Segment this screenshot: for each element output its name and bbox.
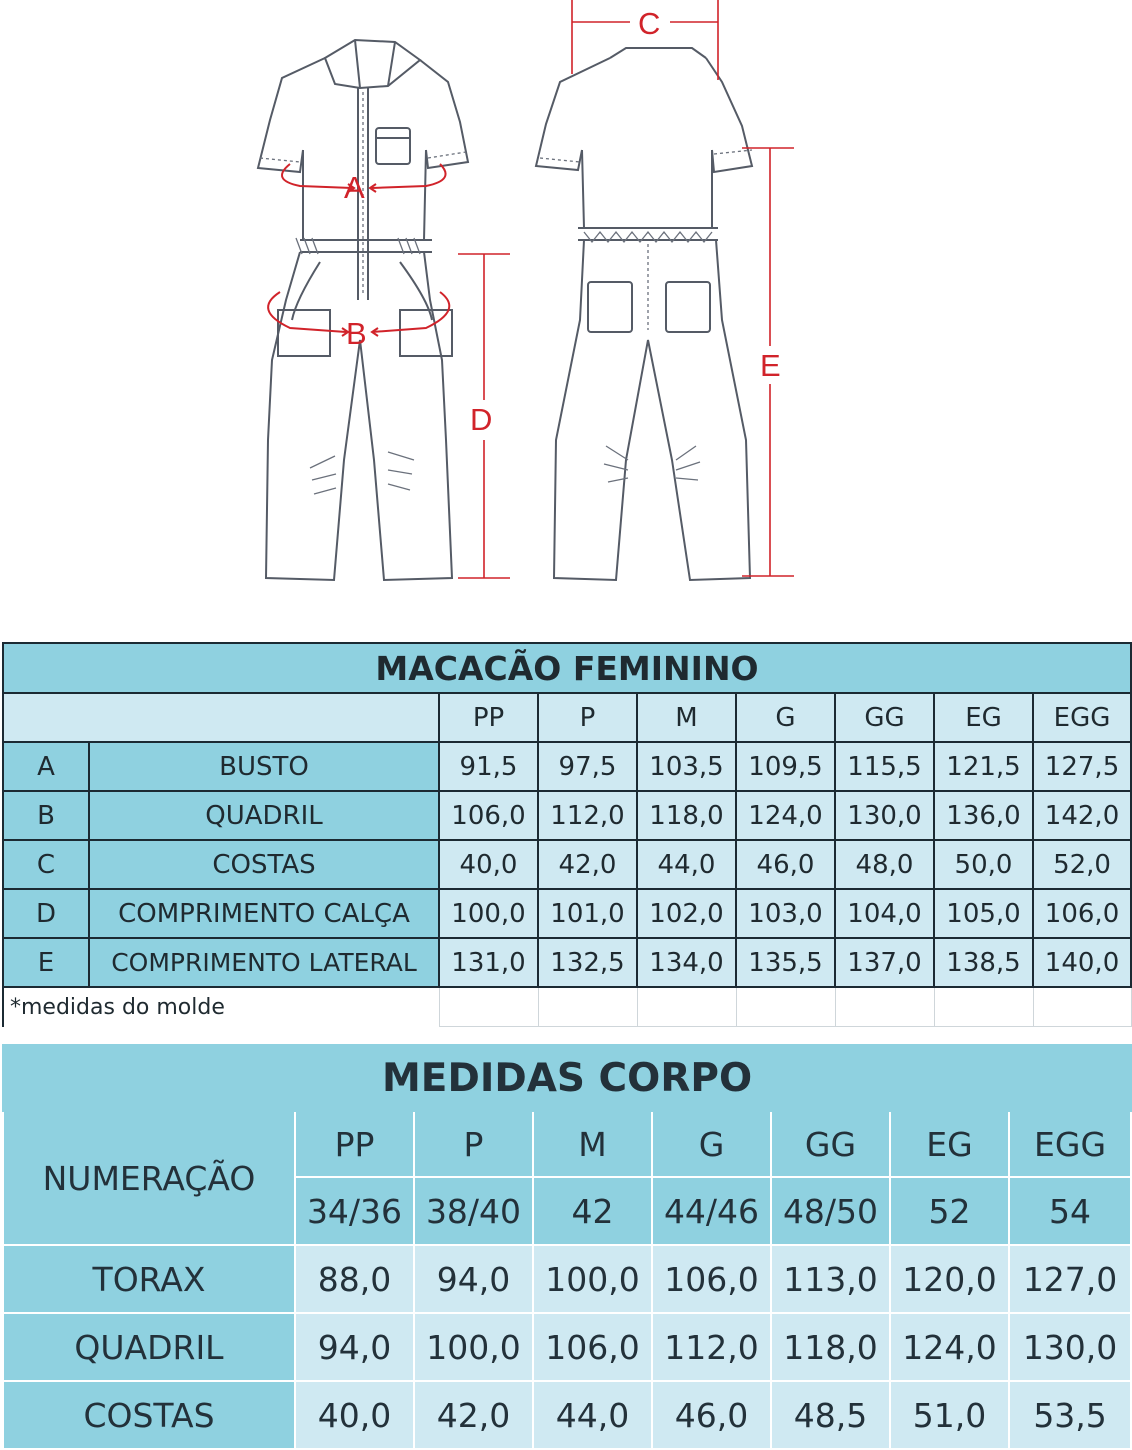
value-cell: 130,0 [835, 791, 934, 840]
value-cell: 101,0 [538, 889, 637, 938]
row-letter: A [3, 742, 89, 791]
value-cell: 138,5 [934, 938, 1033, 987]
value-cell: 106,0 [652, 1245, 771, 1313]
value-cell: 106,0 [533, 1313, 652, 1381]
size-header: GG [835, 693, 934, 742]
row-label: QUADRIL [89, 791, 439, 840]
row-label: COSTAS [3, 1381, 295, 1449]
value-cell: 44,0 [637, 840, 736, 889]
table-row [3, 1245, 1131, 1313]
size-header: EG [890, 1111, 1009, 1177]
empty-cell [538, 987, 637, 1027]
size-number: 44/46 [652, 1177, 771, 1245]
table-row [3, 742, 1131, 791]
value-cell: 109,5 [736, 742, 835, 791]
size-header: G [736, 693, 835, 742]
value-cell: 136,0 [934, 791, 1033, 840]
size-header: M [637, 693, 736, 742]
value-cell: 135,5 [736, 938, 835, 987]
value-cell: 104,0 [835, 889, 934, 938]
row-label: COMPRIMENTO LATERAL [89, 938, 439, 987]
size-number: 34/36 [295, 1177, 414, 1245]
value-cell: 112,0 [652, 1313, 771, 1381]
value-cell: 42,0 [538, 840, 637, 889]
value-cell: 120,0 [890, 1245, 1009, 1313]
size-header-row [3, 693, 1131, 742]
size-header: PP [295, 1111, 414, 1177]
value-cell: 112,0 [538, 791, 637, 840]
value-cell: 121,5 [934, 742, 1033, 791]
row-label: QUADRIL [3, 1313, 295, 1381]
table-row [3, 840, 1131, 889]
empty-cell [736, 987, 835, 1027]
row-letter: E [3, 938, 89, 987]
value-cell: 102,0 [637, 889, 736, 938]
value-cell: 130,0 [1009, 1313, 1131, 1381]
value-cell: 137,0 [835, 938, 934, 987]
row-letter: C [3, 840, 89, 889]
empty-cell [637, 987, 736, 1027]
value-cell: 103,5 [637, 742, 736, 791]
size-header: M [533, 1111, 652, 1177]
value-cell: 134,0 [637, 938, 736, 987]
size-number: 42 [533, 1177, 652, 1245]
empty-cell [439, 987, 538, 1027]
row-letter: B [3, 791, 89, 840]
marker-d: D [470, 402, 493, 437]
value-cell: 48,0 [835, 840, 934, 889]
table-row [3, 889, 1131, 938]
value-cell: 103,0 [736, 889, 835, 938]
value-cell: 140,0 [1033, 938, 1131, 987]
value-cell: 100,0 [533, 1245, 652, 1313]
size-number: 38/40 [414, 1177, 533, 1245]
empty-cell [1033, 987, 1131, 1027]
value-cell: 46,0 [736, 840, 835, 889]
empty-cell [934, 987, 1033, 1027]
value-cell: 127,0 [1009, 1245, 1131, 1313]
table-row [3, 1381, 1131, 1449]
value-cell: 44,0 [533, 1381, 652, 1449]
value-cell: 124,0 [890, 1313, 1009, 1381]
empty-cell [835, 987, 934, 1027]
table-title: MACACÃO FEMININO [3, 643, 1131, 693]
value-cell: 100,0 [414, 1313, 533, 1381]
value-cell: 100,0 [439, 889, 538, 938]
value-cell: 97,5 [538, 742, 637, 791]
value-cell: 88,0 [295, 1245, 414, 1313]
size-header: EG [934, 693, 1033, 742]
value-cell: 115,5 [835, 742, 934, 791]
size-header: G [652, 1111, 771, 1177]
row-label: TORAX [3, 1245, 295, 1313]
size-header: PP [439, 693, 538, 742]
value-cell: 124,0 [736, 791, 835, 840]
size-number: 48/50 [771, 1177, 890, 1245]
blank-header-cell [3, 693, 439, 742]
table-row [3, 791, 1131, 840]
value-cell: 131,0 [439, 938, 538, 987]
marker-c: C [638, 6, 661, 41]
row-label: BUSTO [89, 742, 439, 791]
note-row [3, 987, 1131, 1027]
table-title: MEDIDAS CORPO [3, 1045, 1131, 1111]
value-cell: 127,5 [1033, 742, 1131, 791]
value-cell: 106,0 [1033, 889, 1131, 938]
value-cell: 51,0 [890, 1381, 1009, 1449]
value-cell: 91,5 [439, 742, 538, 791]
front-view-drawing [258, 40, 510, 580]
size-header-row [3, 1111, 1131, 1177]
value-cell: 132,5 [538, 938, 637, 987]
value-cell: 118,0 [637, 791, 736, 840]
size-header: P [538, 693, 637, 742]
footnote: *medidas do molde [3, 987, 439, 1027]
pattern-measurements-table [2, 642, 1132, 1027]
value-cell: 94,0 [295, 1313, 414, 1381]
marker-a: A [344, 170, 365, 205]
row-label: COMPRIMENTO CALÇA [89, 889, 439, 938]
table-row [3, 1313, 1131, 1381]
table-row [3, 938, 1131, 987]
value-cell: 105,0 [934, 889, 1033, 938]
value-cell: 118,0 [771, 1313, 890, 1381]
value-cell: 40,0 [295, 1381, 414, 1449]
size-header: EGG [1033, 693, 1131, 742]
size-header: GG [771, 1111, 890, 1177]
value-cell: 46,0 [652, 1381, 771, 1449]
size-header: P [414, 1111, 533, 1177]
value-cell: 42,0 [414, 1381, 533, 1449]
jumpsuit-illustration [0, 0, 1132, 640]
value-cell: 113,0 [771, 1245, 890, 1313]
value-cell: 142,0 [1033, 791, 1131, 840]
size-number: 54 [1009, 1177, 1131, 1245]
value-cell: 52,0 [1033, 840, 1131, 889]
value-cell: 40,0 [439, 840, 538, 889]
back-view-drawing [536, 0, 794, 580]
value-cell: 106,0 [439, 791, 538, 840]
value-cell: 94,0 [414, 1245, 533, 1313]
value-cell: 53,5 [1009, 1381, 1131, 1449]
row-letter: D [3, 889, 89, 938]
size-header: EGG [1009, 1111, 1131, 1177]
marker-b: B [346, 316, 367, 351]
numeracao-label: NUMERAÇÃO [3, 1111, 295, 1245]
value-cell: 50,0 [934, 840, 1033, 889]
marker-e: E [760, 348, 781, 383]
size-number: 52 [890, 1177, 1009, 1245]
value-cell: 48,5 [771, 1381, 890, 1449]
body-measurements-table [2, 1044, 1132, 1450]
row-label: COSTAS [89, 840, 439, 889]
